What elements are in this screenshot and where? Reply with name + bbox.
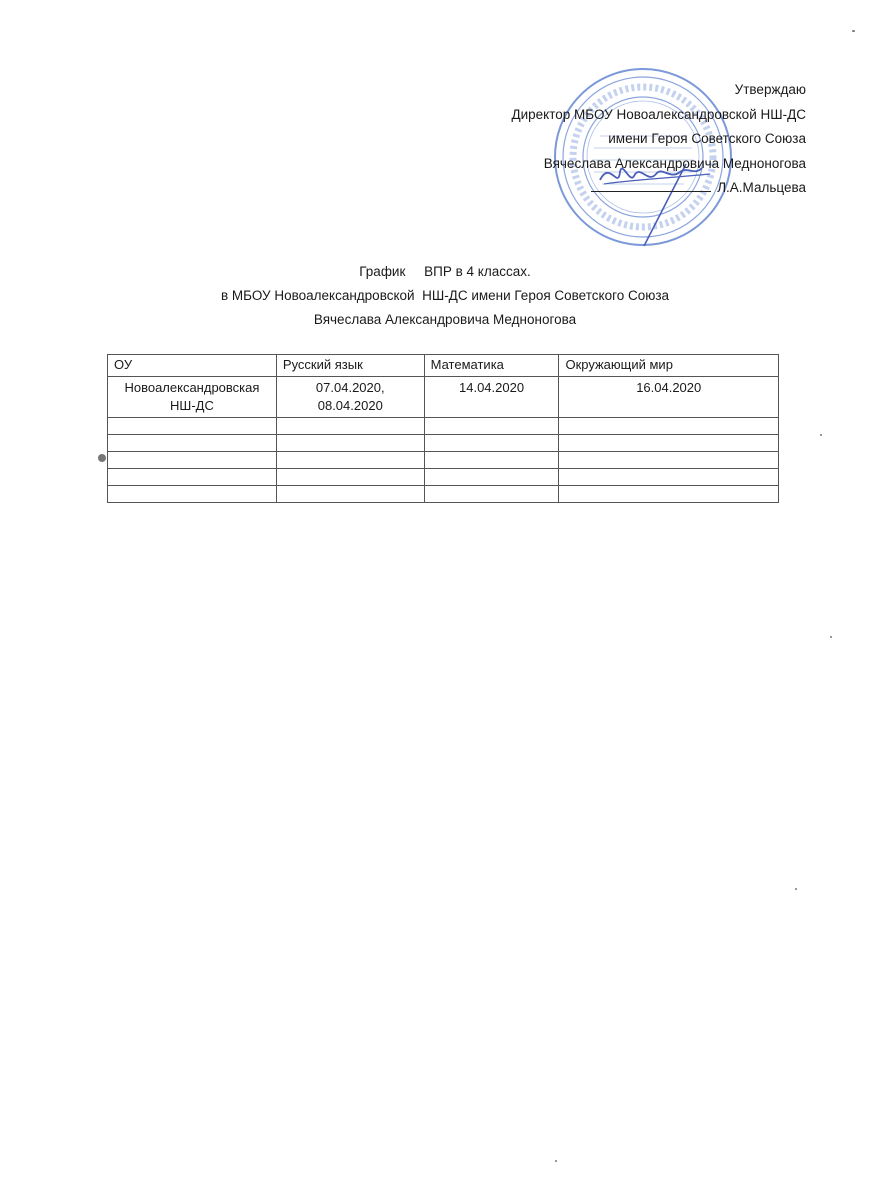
table-header-row — [108, 355, 779, 377]
title-line-1: График ВПР в 4 классах. — [359, 264, 531, 279]
table-row — [108, 377, 779, 418]
table-row-empty — [108, 486, 779, 503]
vpr-schedule-table — [107, 354, 779, 503]
title-line-2: в МБОУ Новоалександровской НШ-ДС имени Героя Советского Союза — [220, 288, 670, 303]
table-row-empty — [108, 418, 779, 435]
cell-russian: 07.04.2020, 08.04.2020 — [276, 377, 424, 418]
table-row-empty — [108, 469, 779, 486]
scan-speck — [852, 30, 855, 32]
approval-school-name-line1: имени Героя Советского Союза — [608, 131, 806, 146]
approval-block — [511, 78, 806, 201]
table-row-empty — [108, 435, 779, 452]
scan-speck — [555, 1160, 557, 1162]
approval-position: Директор МБОУ Новоалександровской НШ-ДС — [511, 106, 806, 122]
approval-school-name-line2: Вячеслава Александровича Медноногова — [543, 155, 806, 171]
cell-school: Новоалександровская НШ-ДС — [108, 377, 277, 418]
scan-speck — [795, 888, 797, 890]
signature-underline — [591, 177, 711, 192]
approval-heading: Утверждаю — [734, 82, 806, 97]
document-title — [0, 260, 890, 332]
cell-math: 14.04.2020 — [424, 377, 559, 418]
signatory-name: Л.А.Мальцева — [717, 180, 806, 195]
scan-speck — [830, 636, 832, 638]
cell-world: 16.04.2020 — [559, 377, 779, 418]
header-school: ОУ — [108, 355, 277, 377]
approval-signature-line — [511, 176, 806, 201]
scan-speck — [820, 434, 822, 436]
header-world: Окружающий мир — [559, 355, 779, 377]
scan-speck — [98, 454, 106, 462]
header-russian: Русский язык — [276, 355, 424, 377]
header-math: Математика — [424, 355, 559, 377]
table-row-empty — [108, 452, 779, 469]
title-line-3: Вячеслава Александровича Медноногова — [313, 312, 577, 327]
